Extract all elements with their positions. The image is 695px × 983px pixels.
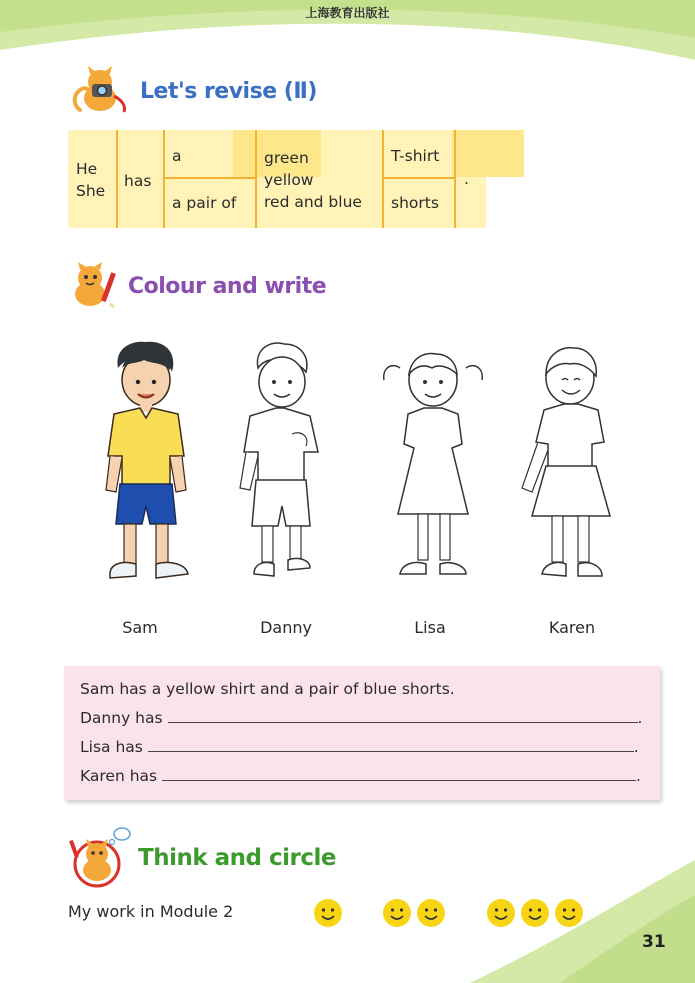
item-t-shirt: T-shirt <box>391 147 440 165</box>
answer-blank-lisa[interactable] <box>148 738 634 752</box>
smiley-face-icon[interactable] <box>520 898 550 928</box>
grammar-table <box>68 130 486 228</box>
colour-yellow: yellow <box>264 171 314 189</box>
thinking-cat-icon <box>66 826 132 890</box>
prompt-lisa: Lisa has <box>80 738 143 756</box>
kid-name-lisa: Lisa <box>414 618 446 637</box>
kid-name-karen: Karen <box>548 618 596 637</box>
cat-with-camera-icon <box>66 66 134 116</box>
karen-illustration <box>518 338 618 588</box>
page-number: 31 <box>642 932 666 952</box>
article-a-pair-of: a pair of <box>172 194 237 212</box>
subject-she: She <box>76 182 106 200</box>
item-shorts: shorts <box>391 194 439 212</box>
colour-heading <box>66 262 326 310</box>
revise-heading <box>66 66 317 116</box>
full-stop-lisa: . <box>633 738 639 756</box>
cat-with-pencil-icon <box>66 262 122 310</box>
answer-blank-danny[interactable] <box>168 709 638 723</box>
smiley-face-icon[interactable] <box>554 898 584 928</box>
think-title: Think and circle <box>138 845 336 871</box>
colour-green: green <box>264 149 309 167</box>
colour-title: Colour and write <box>128 273 327 299</box>
kid-name-sam: Sam <box>122 618 158 637</box>
lisa-illustration <box>378 338 488 588</box>
full-stop-karen: . <box>636 767 641 785</box>
answer-blank-karen[interactable] <box>162 767 636 781</box>
smiley-face-icon[interactable] <box>313 898 343 928</box>
prompt-danny: Danny has <box>80 709 163 727</box>
smiley-face-icon[interactable] <box>486 898 516 928</box>
verb-has: has <box>124 172 152 190</box>
writing-box <box>64 666 660 800</box>
smiley-face-icon[interactable] <box>382 898 412 928</box>
danny-illustration <box>230 338 330 588</box>
subject-he: He <box>76 160 98 178</box>
colour-red-and-blue: red and blue <box>264 193 362 211</box>
article-a: a <box>172 147 182 165</box>
writing-line-karen <box>80 767 641 785</box>
writing-line-lisa <box>80 738 639 756</box>
smiley-face-icon[interactable] <box>416 898 446 928</box>
think-heading <box>66 826 336 890</box>
full-stop-danny: . <box>637 709 643 727</box>
kid-name-danny: Danny <box>260 618 312 637</box>
sam-illustration <box>96 338 196 588</box>
example-sentence: Sam has a yellow shirt and a pair of blue shorts. <box>80 680 455 698</box>
table-full-stop: . <box>464 170 469 188</box>
prompt-karen: Karen has <box>80 767 158 785</box>
writing-line-danny <box>80 709 642 727</box>
revise-title: Let's revise (Ⅱ) <box>140 78 317 104</box>
self-assessment-label: My work in Module 2 <box>68 902 234 921</box>
publisher-name: 上海教育出版社 <box>305 6 390 20</box>
